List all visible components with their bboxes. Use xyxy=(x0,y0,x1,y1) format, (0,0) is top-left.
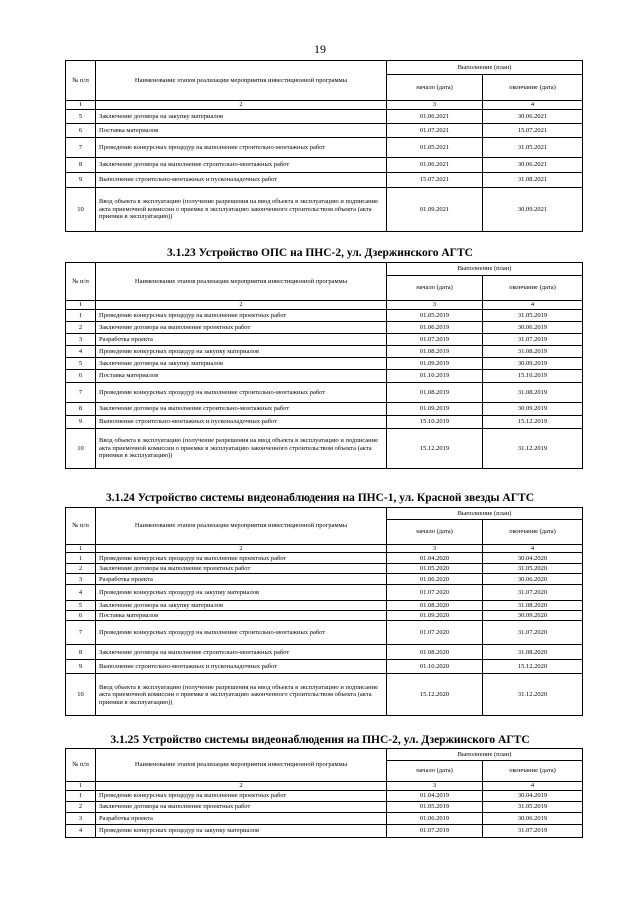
header-num: № п/п xyxy=(66,263,96,301)
row-end-date: 15.10.2019 xyxy=(483,370,583,383)
plan-table-continued xyxy=(65,60,583,232)
row-start-date: 01.04.2019 xyxy=(387,791,483,802)
row-stage-name: Разработка проекта xyxy=(96,574,387,585)
row-stage-name: Разработка проекта xyxy=(96,813,387,825)
row-stage-name: Проведение конкурсных процедур на выполнение проектных работ xyxy=(96,310,387,322)
index-cell: 2 xyxy=(96,545,387,553)
header-name: Наименование этапов реализации мероприятия инвестиционной программы xyxy=(96,263,387,301)
index-cell: 1 xyxy=(66,301,96,310)
row-start-date: 01.09.2020 xyxy=(387,611,483,621)
table-row xyxy=(66,370,583,383)
row-start-date: 15.10.2019 xyxy=(387,416,483,429)
index-cell: 4 xyxy=(483,545,583,553)
row-number: 3 xyxy=(66,574,96,585)
index-cell: 3 xyxy=(387,101,483,110)
row-number: 6 xyxy=(66,124,96,138)
row-start-date: 01.05.2019 xyxy=(387,802,483,813)
row-stage-name: Выполнение строительно-монтажных и пусконаладочных работ xyxy=(96,173,387,188)
row-number: 5 xyxy=(66,358,96,370)
plan-table-3-1-23 xyxy=(65,262,583,469)
row-stage-name: Проведение конкурсных процедур на выполнение строительно-монтажных работ xyxy=(96,383,387,403)
header-end: окончание (дата) xyxy=(483,276,583,301)
row-number: 2 xyxy=(66,802,96,813)
index-cell: 2 xyxy=(96,101,387,110)
row-stage-name: Проведение конкурсных процедур на выполнение проектных работ xyxy=(96,553,387,564)
table-row xyxy=(66,564,583,574)
row-number: 6 xyxy=(66,611,96,621)
header-execution: Выполнение (план) xyxy=(387,508,583,520)
row-number: 6 xyxy=(66,370,96,383)
row-number: 10 xyxy=(66,429,96,469)
row-stage-name: Разработка проекта xyxy=(96,334,387,346)
row-start-date: 01.08.2019 xyxy=(387,383,483,403)
table-row xyxy=(66,825,583,838)
table-row xyxy=(66,660,583,674)
row-end-date: 15.07.2021 xyxy=(483,124,583,138)
row-end-date: 31.05.2020 xyxy=(483,564,583,574)
row-number: 9 xyxy=(66,660,96,674)
row-start-date: 01.04.2020 xyxy=(387,553,483,564)
table-row xyxy=(66,645,583,660)
row-number: 3 xyxy=(66,334,96,346)
row-stage-name: Заключение договора на закупку материалов xyxy=(96,110,387,124)
row-stage-name: Ввод объекта в эксплуатацию (получение разрешения на ввод объекта в эксплуатацию и подписание акта приемочной комиссии о приемке в эксплуатацию законченного строительством объекта (акта приемки в эксплуатацию)) xyxy=(96,188,387,232)
header-end: окончание (дата) xyxy=(483,761,583,782)
header-end: окончание (дата) xyxy=(483,75,583,101)
table-row xyxy=(66,188,583,232)
row-start-date: 01.09.2019 xyxy=(387,403,483,416)
index-cell: 4 xyxy=(483,782,583,791)
table-row xyxy=(66,346,583,358)
row-stage-name: Проведение конкурсных процедур на закупку материалов xyxy=(96,585,387,601)
row-stage-name: Поставка материалов xyxy=(96,124,387,138)
index-row xyxy=(66,545,583,553)
row-number: 9 xyxy=(66,416,96,429)
row-end-date: 31.12.2019 xyxy=(483,429,583,469)
row-end-date: 30.09.2019 xyxy=(483,358,583,370)
row-start-date: 01.06.2021 xyxy=(387,158,483,173)
row-start-date: 01.09.2019 xyxy=(387,358,483,370)
table-row xyxy=(66,322,583,334)
row-number: 1 xyxy=(66,553,96,564)
row-number: 7 xyxy=(66,383,96,403)
section-title-3-1-25: 3.1.25 Устройство системы видеонаблюдения на ПНС-2, ул. Дзержинского АГТС xyxy=(110,734,530,746)
table-row xyxy=(66,791,583,802)
table-row xyxy=(66,802,583,813)
table-row xyxy=(66,416,583,429)
header-execution: Выполнение (план) xyxy=(387,61,583,75)
header-start: начало (дата) xyxy=(387,75,483,101)
table-row xyxy=(66,334,583,346)
row-end-date: 31.07.2019 xyxy=(483,334,583,346)
header-row xyxy=(66,508,583,520)
row-stage-name: Поставка материалов xyxy=(96,370,387,383)
row-number: 9 xyxy=(66,173,96,188)
row-start-date: 01.07.2021 xyxy=(387,124,483,138)
row-stage-name: Заключение договора на закупку материалов xyxy=(96,601,387,611)
row-stage-name: Ввод объекта в эксплуатацию (получение разрешения на ввод объекта в эксплуатацию и подписание акта приемочной комиссии о приемке в эксплуатацию законченного строительством объекта (акта приемки в эксплуатацию)) xyxy=(96,429,387,469)
section-title-3-1-24: 3.1.24 Устройство системы видеонаблюдения на ПНС-1, ул. Красной звезды АГТС xyxy=(106,492,534,504)
plan-table-3-1-24 xyxy=(65,507,583,716)
header-num: № п/п xyxy=(66,508,96,545)
row-start-date: 01.05.2021 xyxy=(387,138,483,158)
row-end-date: 31.12.2020 xyxy=(483,674,583,716)
plan-table-3-1-25 xyxy=(65,748,583,838)
row-start-date: 01.08.2020 xyxy=(387,645,483,660)
row-start-date: 01.06.2021 xyxy=(387,110,483,124)
row-start-date: 01.06.2020 xyxy=(387,574,483,585)
index-cell: 1 xyxy=(66,782,96,791)
table-row xyxy=(66,124,583,138)
row-start-date: 01.07.2019 xyxy=(387,334,483,346)
row-stage-name: Ввод объекта в эксплуатацию (получение разрешения на ввод объекта в эксплуатацию и подписание акта приемочной комиссии о приемке в эксплуатацию законченного строительством объекта (акта приемки в эксплуатацию)) xyxy=(96,674,387,716)
header-name: Наименование этапов реализации мероприятия инвестиционной программы xyxy=(96,508,387,545)
row-end-date: 31.05.2019 xyxy=(483,310,583,322)
row-number: 5 xyxy=(66,110,96,124)
row-stage-name: Заключение договора на выполнение проектных работ xyxy=(96,564,387,574)
header-end: окончание (дата) xyxy=(483,520,583,545)
header-name: Наименование этапов реализации мероприятия инвестиционной программы xyxy=(96,61,387,101)
header-name: Наименование этапов реализации мероприятия инвестиционной программы xyxy=(96,749,387,782)
header-execution: Выполнение (план) xyxy=(387,749,583,761)
row-number: 2 xyxy=(66,322,96,334)
table-row xyxy=(66,310,583,322)
row-start-date: 01.05.2019 xyxy=(387,310,483,322)
row-start-date: 01.10.2019 xyxy=(387,370,483,383)
row-number: 4 xyxy=(66,825,96,838)
row-start-date: 01.09.2021 xyxy=(387,188,483,232)
row-end-date: 31.07.2020 xyxy=(483,585,583,601)
row-number: 2 xyxy=(66,564,96,574)
row-stage-name: Выполнение строительно-монтажных и пусконаладочных работ xyxy=(96,416,387,429)
table-row xyxy=(66,553,583,564)
row-end-date: 30.04.2019 xyxy=(483,791,583,802)
row-number: 4 xyxy=(66,346,96,358)
row-stage-name: Заключение договора на выполнение проектных работ xyxy=(96,802,387,813)
row-start-date: 01.07.2019 xyxy=(387,825,483,838)
header-start: начало (дата) xyxy=(387,761,483,782)
table-row xyxy=(66,403,583,416)
row-end-date: 30.06.2020 xyxy=(483,574,583,585)
row-start-date: 01.06.2019 xyxy=(387,813,483,825)
table-row xyxy=(66,674,583,716)
row-end-date: 30.06.2021 xyxy=(483,158,583,173)
row-number: 7 xyxy=(66,138,96,158)
row-start-date: 15.12.2019 xyxy=(387,429,483,469)
row-end-date: 30.09.2021 xyxy=(483,188,583,232)
index-cell: 4 xyxy=(483,301,583,310)
row-stage-name: Проведение конкурсных процедур на выполнение строительно-монтажных работ xyxy=(96,138,387,158)
table-row xyxy=(66,611,583,621)
table-row xyxy=(66,158,583,173)
row-end-date: 31.08.2019 xyxy=(483,383,583,403)
row-start-date: 01.10.2020 xyxy=(387,660,483,674)
index-cell: 2 xyxy=(96,782,387,791)
table-row xyxy=(66,621,583,645)
header-num: № п/п xyxy=(66,749,96,782)
row-end-date: 31.08.2019 xyxy=(483,346,583,358)
row-stage-name: Поставка материалов xyxy=(96,611,387,621)
table-row xyxy=(66,574,583,585)
row-stage-name: Проведение конкурсных процедур на выполнение строительно-монтажных работ xyxy=(96,621,387,645)
header-start: начало (дата) xyxy=(387,276,483,301)
table-row xyxy=(66,813,583,825)
row-end-date: 31.05.2021 xyxy=(483,138,583,158)
index-row xyxy=(66,101,583,110)
table-row xyxy=(66,429,583,469)
row-start-date: 01.08.2019 xyxy=(387,346,483,358)
index-cell: 1 xyxy=(66,101,96,110)
row-number: 5 xyxy=(66,601,96,611)
index-cell: 1 xyxy=(66,545,96,553)
row-start-date: 01.07.2020 xyxy=(387,585,483,601)
header-row xyxy=(66,61,583,75)
index-cell: 4 xyxy=(483,101,583,110)
header-num: № п/п xyxy=(66,61,96,101)
row-stage-name: Заключение договора на выполнение строительно-монтажных работ xyxy=(96,645,387,660)
row-end-date: 30.06.2019 xyxy=(483,813,583,825)
row-stage-name: Проведение конкурсных процедур на закупку материалов xyxy=(96,346,387,358)
row-end-date: 31.08.2020 xyxy=(483,645,583,660)
row-number: 1 xyxy=(66,310,96,322)
table-row xyxy=(66,601,583,611)
row-number: 10 xyxy=(66,674,96,716)
row-start-date: 01.08.2020 xyxy=(387,601,483,611)
row-end-date: 15.12.2019 xyxy=(483,416,583,429)
row-end-date: 15.12.2020 xyxy=(483,660,583,674)
row-end-date: 31.07.2020 xyxy=(483,621,583,645)
table-row xyxy=(66,383,583,403)
row-number: 7 xyxy=(66,621,96,645)
row-start-date: 15.12.2020 xyxy=(387,674,483,716)
row-number: 8 xyxy=(66,403,96,416)
section-title-3-1-23: 3.1.23 Устройство ОПС на ПНС-2, ул. Дзержинского АГТС xyxy=(167,247,473,259)
row-stage-name: Заключение договора на закупку материалов xyxy=(96,358,387,370)
row-end-date: 30.06.2021 xyxy=(483,110,583,124)
row-end-date: 30.09.2019 xyxy=(483,403,583,416)
row-end-date: 31.08.2021 xyxy=(483,173,583,188)
row-stage-name: Выполнение строительно-монтажных и пусконаладочных работ xyxy=(96,660,387,674)
index-cell: 3 xyxy=(387,545,483,553)
row-number: 1 xyxy=(66,791,96,802)
table-row xyxy=(66,138,583,158)
row-stage-name: Заключение договора на выполнение строительно-монтажных работ xyxy=(96,158,387,173)
row-number: 10 xyxy=(66,188,96,232)
row-stage-name: Проведение конкурсных процедур на выполнение проектных работ xyxy=(96,791,387,802)
page-number: 19 xyxy=(314,42,326,56)
row-stage-name: Проведение конкурсных процедур на закупку материалов xyxy=(96,825,387,838)
index-row xyxy=(66,782,583,791)
row-end-date: 30.06.2019 xyxy=(483,322,583,334)
row-start-date: 01.05.2020 xyxy=(387,564,483,574)
index-cell: 3 xyxy=(387,301,483,310)
row-stage-name: Заключение договора на выполнение строительно-монтажных работ xyxy=(96,403,387,416)
row-number: 3 xyxy=(66,813,96,825)
row-stage-name: Заключение договора на выполнение проектных работ xyxy=(96,322,387,334)
row-end-date: 30.09.2020 xyxy=(483,611,583,621)
index-row xyxy=(66,301,583,310)
row-end-date: 31.07.2019 xyxy=(483,825,583,838)
table-row xyxy=(66,358,583,370)
row-end-date: 31.05.2019 xyxy=(483,802,583,813)
index-cell: 2 xyxy=(96,301,387,310)
index-cell: 3 xyxy=(387,782,483,791)
table-row xyxy=(66,585,583,601)
row-number: 4 xyxy=(66,585,96,601)
row-end-date: 30.04.2020 xyxy=(483,553,583,564)
table-row xyxy=(66,173,583,188)
table-row xyxy=(66,110,583,124)
row-start-date: 15.07.2021 xyxy=(387,173,483,188)
header-start: начало (дата) xyxy=(387,520,483,545)
header-row xyxy=(66,263,583,276)
header-execution: Выполнение (план) xyxy=(387,263,583,276)
row-start-date: 01.07.2020 xyxy=(387,621,483,645)
row-number: 8 xyxy=(66,158,96,173)
row-start-date: 01.06.2019 xyxy=(387,322,483,334)
row-number: 8 xyxy=(66,645,96,660)
row-end-date: 31.08.2020 xyxy=(483,601,583,611)
header-row xyxy=(66,749,583,761)
